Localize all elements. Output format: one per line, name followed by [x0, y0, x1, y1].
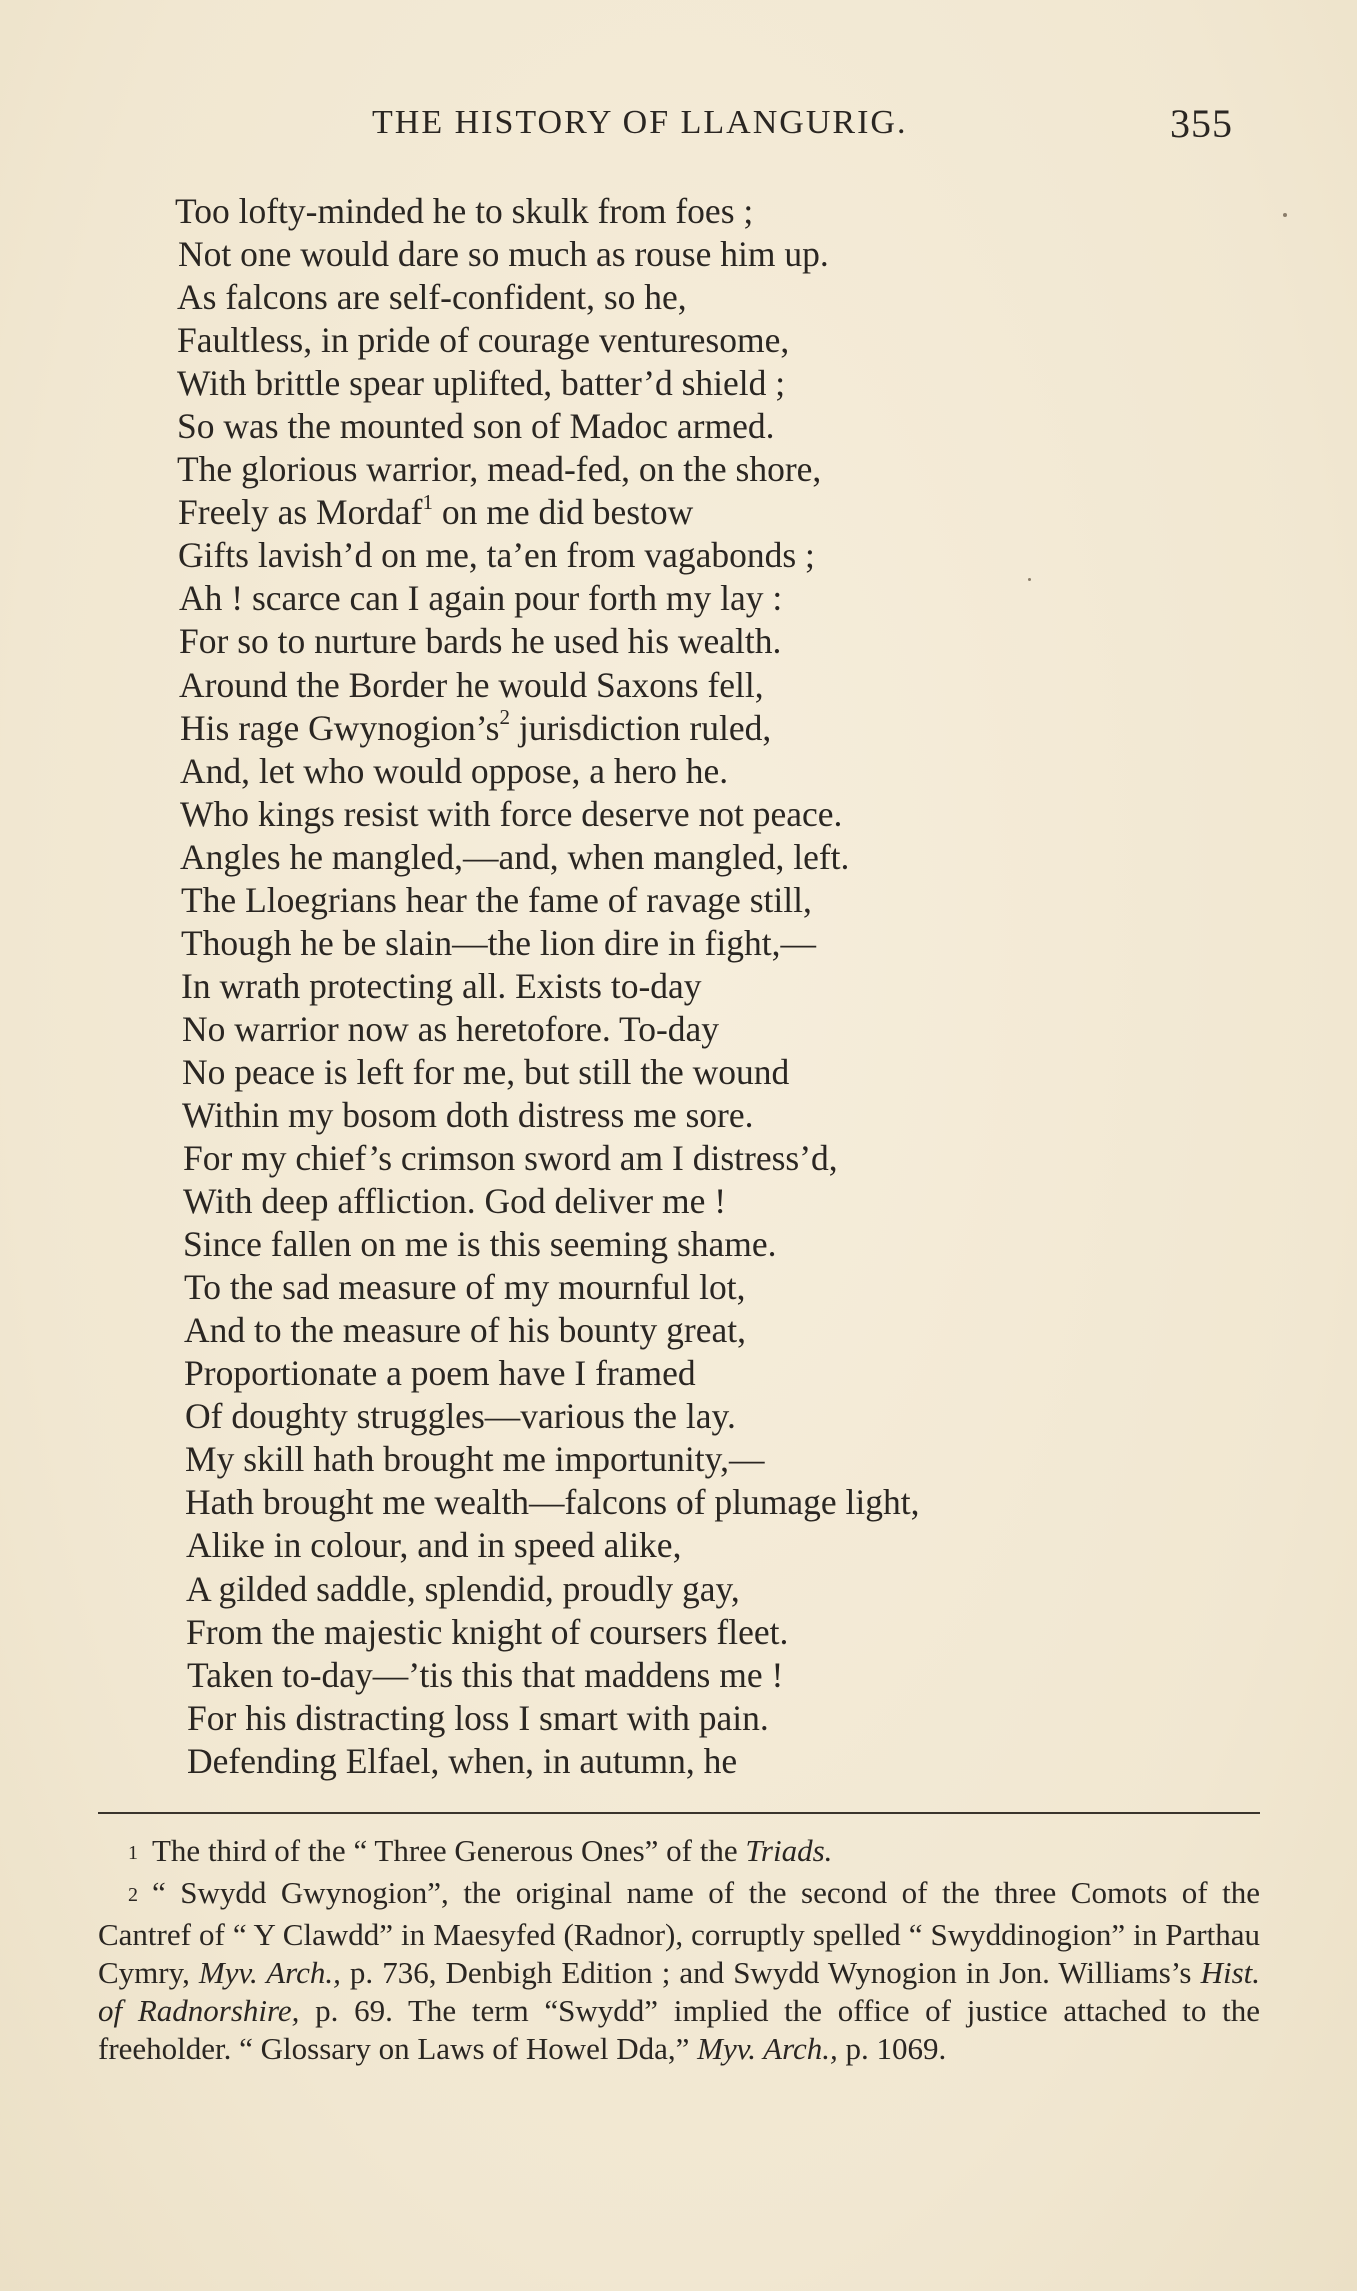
footnote-italic: Hist. of Radnorshire,: [98, 1955, 1260, 2028]
footnote-marker: 2: [128, 1884, 138, 1906]
poem-line: Ah ! scarce can I again pour forth my lay :: [179, 578, 783, 619]
poem-line: And, let who would oppose, a hero he.: [180, 750, 729, 791]
poem-line-text: Freely as Mordaf: [178, 492, 423, 533]
page-number: 355: [1170, 101, 1233, 146]
poem-line: With brittle spear uplifted, batter’d shield ;: [177, 363, 786, 404]
poem-line: For my chief’s crimson sword am I distress’d,: [183, 1138, 838, 1179]
poem-line: Who kings resist with force deserve not peace.: [180, 793, 843, 834]
poem-line: Angles he mangled,—and, when mangled, left.: [180, 836, 850, 877]
footnote-text: p. 736, Denbigh Edition ; and Swydd Wynogion in Jon. Williams’s: [340, 1955, 1201, 1990]
poem-line: For his distracting loss I smart with pain.: [187, 1697, 769, 1738]
paper-speck: [1028, 578, 1031, 581]
poem-line: To the sad measure of my mournful lot,: [184, 1267, 746, 1308]
poem-line: Taken to-day—’tis this that maddens me !: [187, 1654, 784, 1695]
poem-line: No warrior now as heretofore. To-day: [182, 1008, 720, 1049]
poem-line: No peace is left for me, but still the wound: [182, 1051, 790, 1092]
poem-body: [175, 190, 1295, 1783]
poem-line-text: on me did bestow: [432, 492, 694, 533]
footnote-italic: Myv. Arch.,: [697, 2031, 838, 2066]
paper-speck: [1283, 213, 1287, 217]
footnotes: [98, 1832, 1260, 2068]
poem-line: Alike in colour, and in speed alike,: [186, 1525, 682, 1566]
poem-line: Too lofty-minded he to skulk from foes ;: [175, 191, 754, 231]
poem-line: The Lloegrians hear the fame of ravage still,: [181, 879, 812, 920]
footnote-text: p. 1069.: [837, 2031, 947, 2066]
footnote-italic: Triads.: [745, 1833, 833, 1868]
poem-line: As falcons are self-confident, so he,: [177, 277, 687, 318]
poem-line: Hath brought me wealth—falcons of plumage light,: [185, 1482, 920, 1523]
poem-line: Of doughty struggles—various the lay.: [185, 1396, 736, 1437]
poem-line: My skill hath brought me importunity,—: [185, 1439, 765, 1480]
footnote-ref-2[interactable]: 2: [499, 704, 510, 729]
poem-line-text: His rage Gwynogion’s: [180, 707, 500, 748]
poem-line: So was the mounted son of Madoc armed.: [177, 406, 775, 447]
poem-line: Within my bosom doth distress me sore.: [182, 1094, 754, 1135]
poem-line: For so to nurture bards he used his wealth.: [179, 621, 782, 662]
poem-line: Faultless, in pride of courage venturesome,: [177, 320, 790, 361]
poem-line: From the majestic knight of coursers fleet.: [186, 1611, 789, 1652]
poem-line: Proportionate a poem have I framed: [184, 1353, 696, 1394]
poem-line: [175, 704, 1295, 750]
poem-line: Since fallen on me is this seeming shame.: [183, 1224, 777, 1265]
footnote-text: “ Swydd Gwynogion”, the original name of the second of the three Comots of the Cantref of “ Y Clawdd” in Maesyfed (Radnor), corruptly spelled “ Swyddinogion” in Parthau Cymry,: [98, 1875, 1260, 1990]
poem-line: Though he be slain—the lion dire in fight,—: [181, 922, 816, 963]
footnote-divider: [98, 1812, 1260, 1814]
poem-line-text: jurisdiction ruled,: [509, 707, 772, 748]
footnote-1: [98, 1832, 1260, 1874]
poem-line: And to the measure of his bounty great,: [184, 1310, 746, 1351]
poem-line: In wrath protecting all. Exists to-day: [181, 965, 702, 1006]
poem-line: Around the Border he would Saxons fell,: [179, 664, 764, 705]
footnote-ref-1[interactable]: 1: [422, 489, 433, 514]
poem-line: Gifts lavish’d on me, ta’en from vagabonds ;: [178, 535, 815, 576]
footnote-text: p. 69. The term “Swydd” implied the office of justice attached to the freeholder. “ Glossary on Laws of Howel Dda,”: [98, 1993, 1260, 2066]
footnote-2: [98, 1874, 1260, 2068]
poem-line: A gilded saddle, splendid, proudly gay,: [186, 1568, 740, 1609]
running-title: THE HISTORY OF LLANGURIG.: [372, 104, 908, 141]
poem-line: [175, 491, 1295, 534]
poem-line: Defending Elfael, when, in autumn, he: [187, 1740, 738, 1781]
poem-line: Not one would dare so much as rouse him up.: [178, 234, 829, 275]
poem-line: The glorious warrior, mead-fed, on the shore,: [177, 449, 822, 490]
footnote-marker: 1: [128, 1842, 138, 1864]
footnote-text: The third of the “ Three Generous Ones” of the: [152, 1833, 746, 1868]
footnote-italic: Myv. Arch.,: [198, 1955, 341, 1990]
poem-line: With deep affliction. God deliver me !: [183, 1181, 727, 1222]
